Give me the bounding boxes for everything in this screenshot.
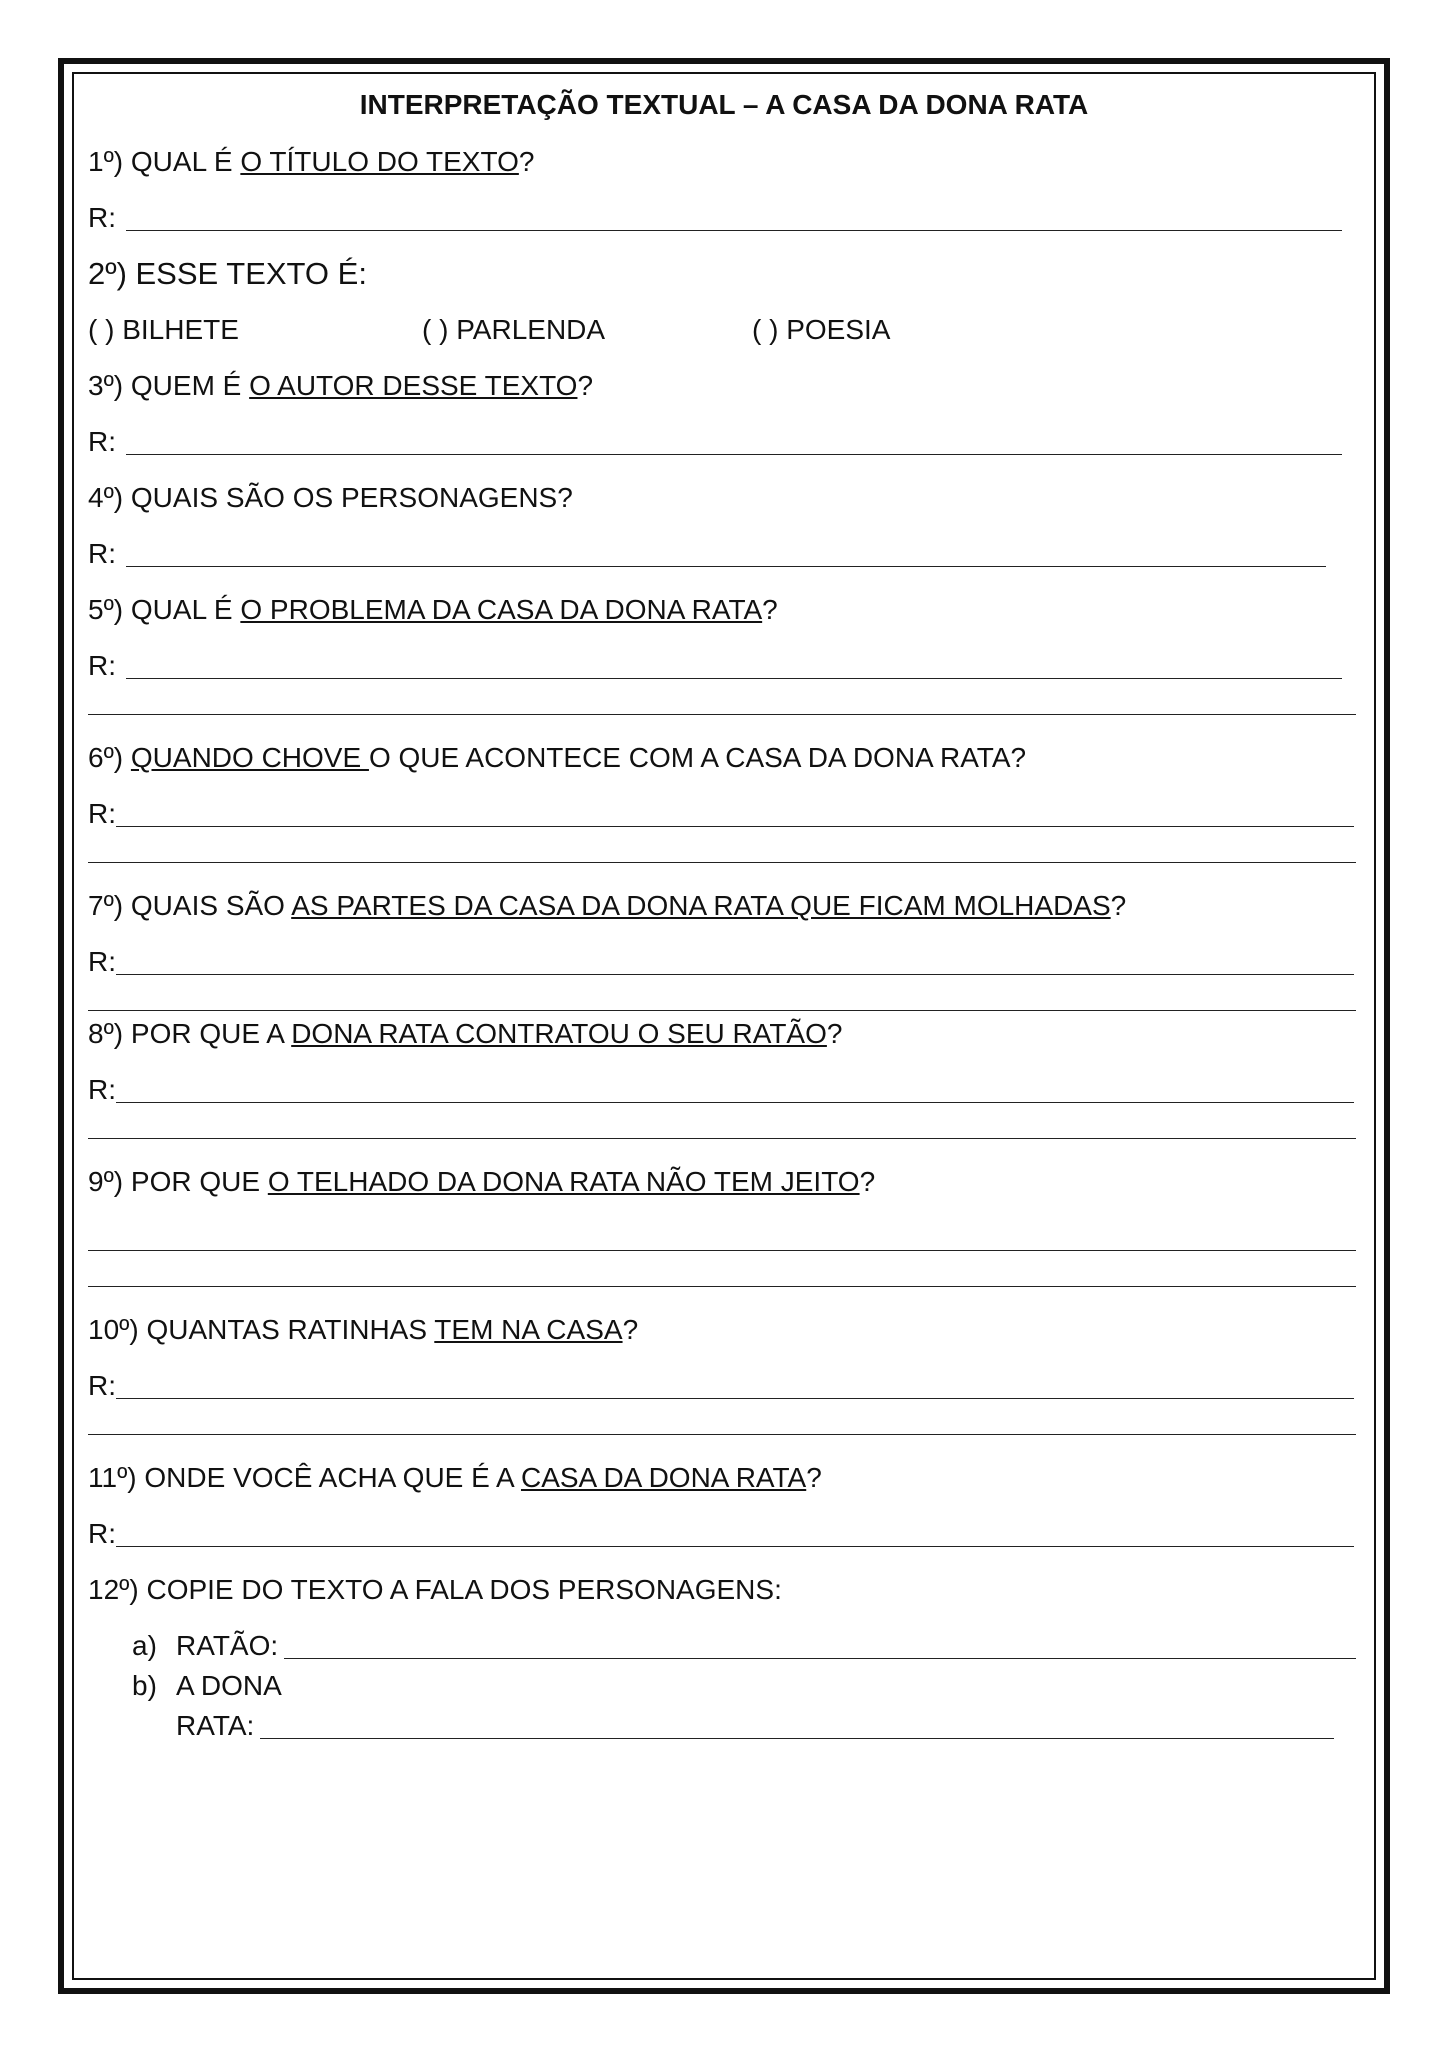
question-10: 10º) QUANTAS RATINHAS TEM NA CASA? — [88, 1314, 639, 1345]
question-8: 8º) POR QUE A DONA RATA CONTRATOU O SEU RATÃO? — [88, 1018, 843, 1049]
answer-10-line[interactable] — [116, 1398, 1354, 1399]
answer-5-line[interactable] — [126, 678, 1342, 679]
answer-10-label: R: — [88, 1370, 116, 1401]
question-6: 6º) QUANDO CHOVE O QUE ACONTECE COM A CASA DA DONA RATA? — [88, 742, 1027, 773]
item-b-label-2: RATA: — [176, 1710, 255, 1741]
question-2: 2º) ESSE TEXTO É: — [88, 256, 367, 291]
question-7: 7º) QUAIS SÃO AS PARTES DA CASA DA DONA RATA QUE FICAM MOLHADAS? — [88, 890, 1127, 921]
answer-9-line-2[interactable] — [88, 1286, 1356, 1287]
item-b-label-1: A DONA — [176, 1670, 282, 1701]
worksheet-title: INTERPRETAÇÃO TEXTUAL – A CASA DA DONA RATA — [359, 89, 1089, 120]
answer-5-label: R: — [88, 650, 116, 681]
answer-3-label: R: — [88, 426, 116, 457]
answer-1-line[interactable] — [126, 230, 1342, 231]
answer-8-label: R: — [88, 1074, 116, 1105]
answer-4-line[interactable] — [126, 566, 1326, 567]
option-poesia[interactable]: ( ) POESIA — [752, 314, 891, 345]
answer-8-line[interactable] — [116, 1102, 1354, 1103]
answer-10-line-2[interactable] — [88, 1434, 1356, 1435]
answer-7-label: R: — [88, 946, 116, 977]
item-a-label: RATÃO: — [176, 1630, 279, 1661]
answer-4-label: R: — [88, 538, 116, 569]
question-9: 9º) POR QUE O TELHADO DA DONA RATA NÃO TEM JEITO? — [88, 1166, 876, 1197]
answer-5-line-2[interactable] — [88, 714, 1356, 715]
answer-1-label: R: — [88, 202, 116, 233]
item-a-marker: a) — [132, 1630, 157, 1661]
answer-6-label: R: — [88, 798, 116, 829]
item-a-line[interactable] — [284, 1658, 1356, 1659]
answer-3-line[interactable] — [126, 454, 1342, 455]
answer-6-line-2[interactable] — [88, 862, 1356, 863]
question-11: 11º) ONDE VOCÊ ACHA QUE É A CASA DA DONA RATA? — [88, 1462, 822, 1493]
question-4: 4º) QUAIS SÃO OS PERSONAGENS? — [88, 482, 573, 513]
question-5: 5º) QUAL É O PROBLEMA DA CASA DA DONA RATA? — [88, 594, 778, 625]
question-12: 12º) COPIE DO TEXTO A FALA DOS PERSONAGENS: — [88, 1574, 782, 1605]
answer-6-line[interactable] — [116, 826, 1354, 827]
question-3: 3º) QUEM É O AUTOR DESSE TEXTO? — [88, 370, 594, 401]
option-bilhete[interactable]: ( ) BILHETE — [88, 314, 239, 345]
answer-8-line-2[interactable] — [88, 1138, 1356, 1139]
item-b-line[interactable] — [260, 1738, 1334, 1739]
question-1: 1º) QUAL É O TÍTULO DO TEXTO? — [88, 146, 535, 177]
answer-9-line[interactable] — [88, 1250, 1356, 1251]
answer-7-line[interactable] — [116, 974, 1354, 975]
answer-7-line-2[interactable] — [88, 1010, 1356, 1011]
answer-11-label: R: — [88, 1518, 116, 1549]
answer-11-line[interactable] — [116, 1546, 1354, 1547]
option-parlenda[interactable]: ( ) PARLENDA — [422, 314, 606, 345]
item-b-marker: b) — [132, 1670, 157, 1701]
